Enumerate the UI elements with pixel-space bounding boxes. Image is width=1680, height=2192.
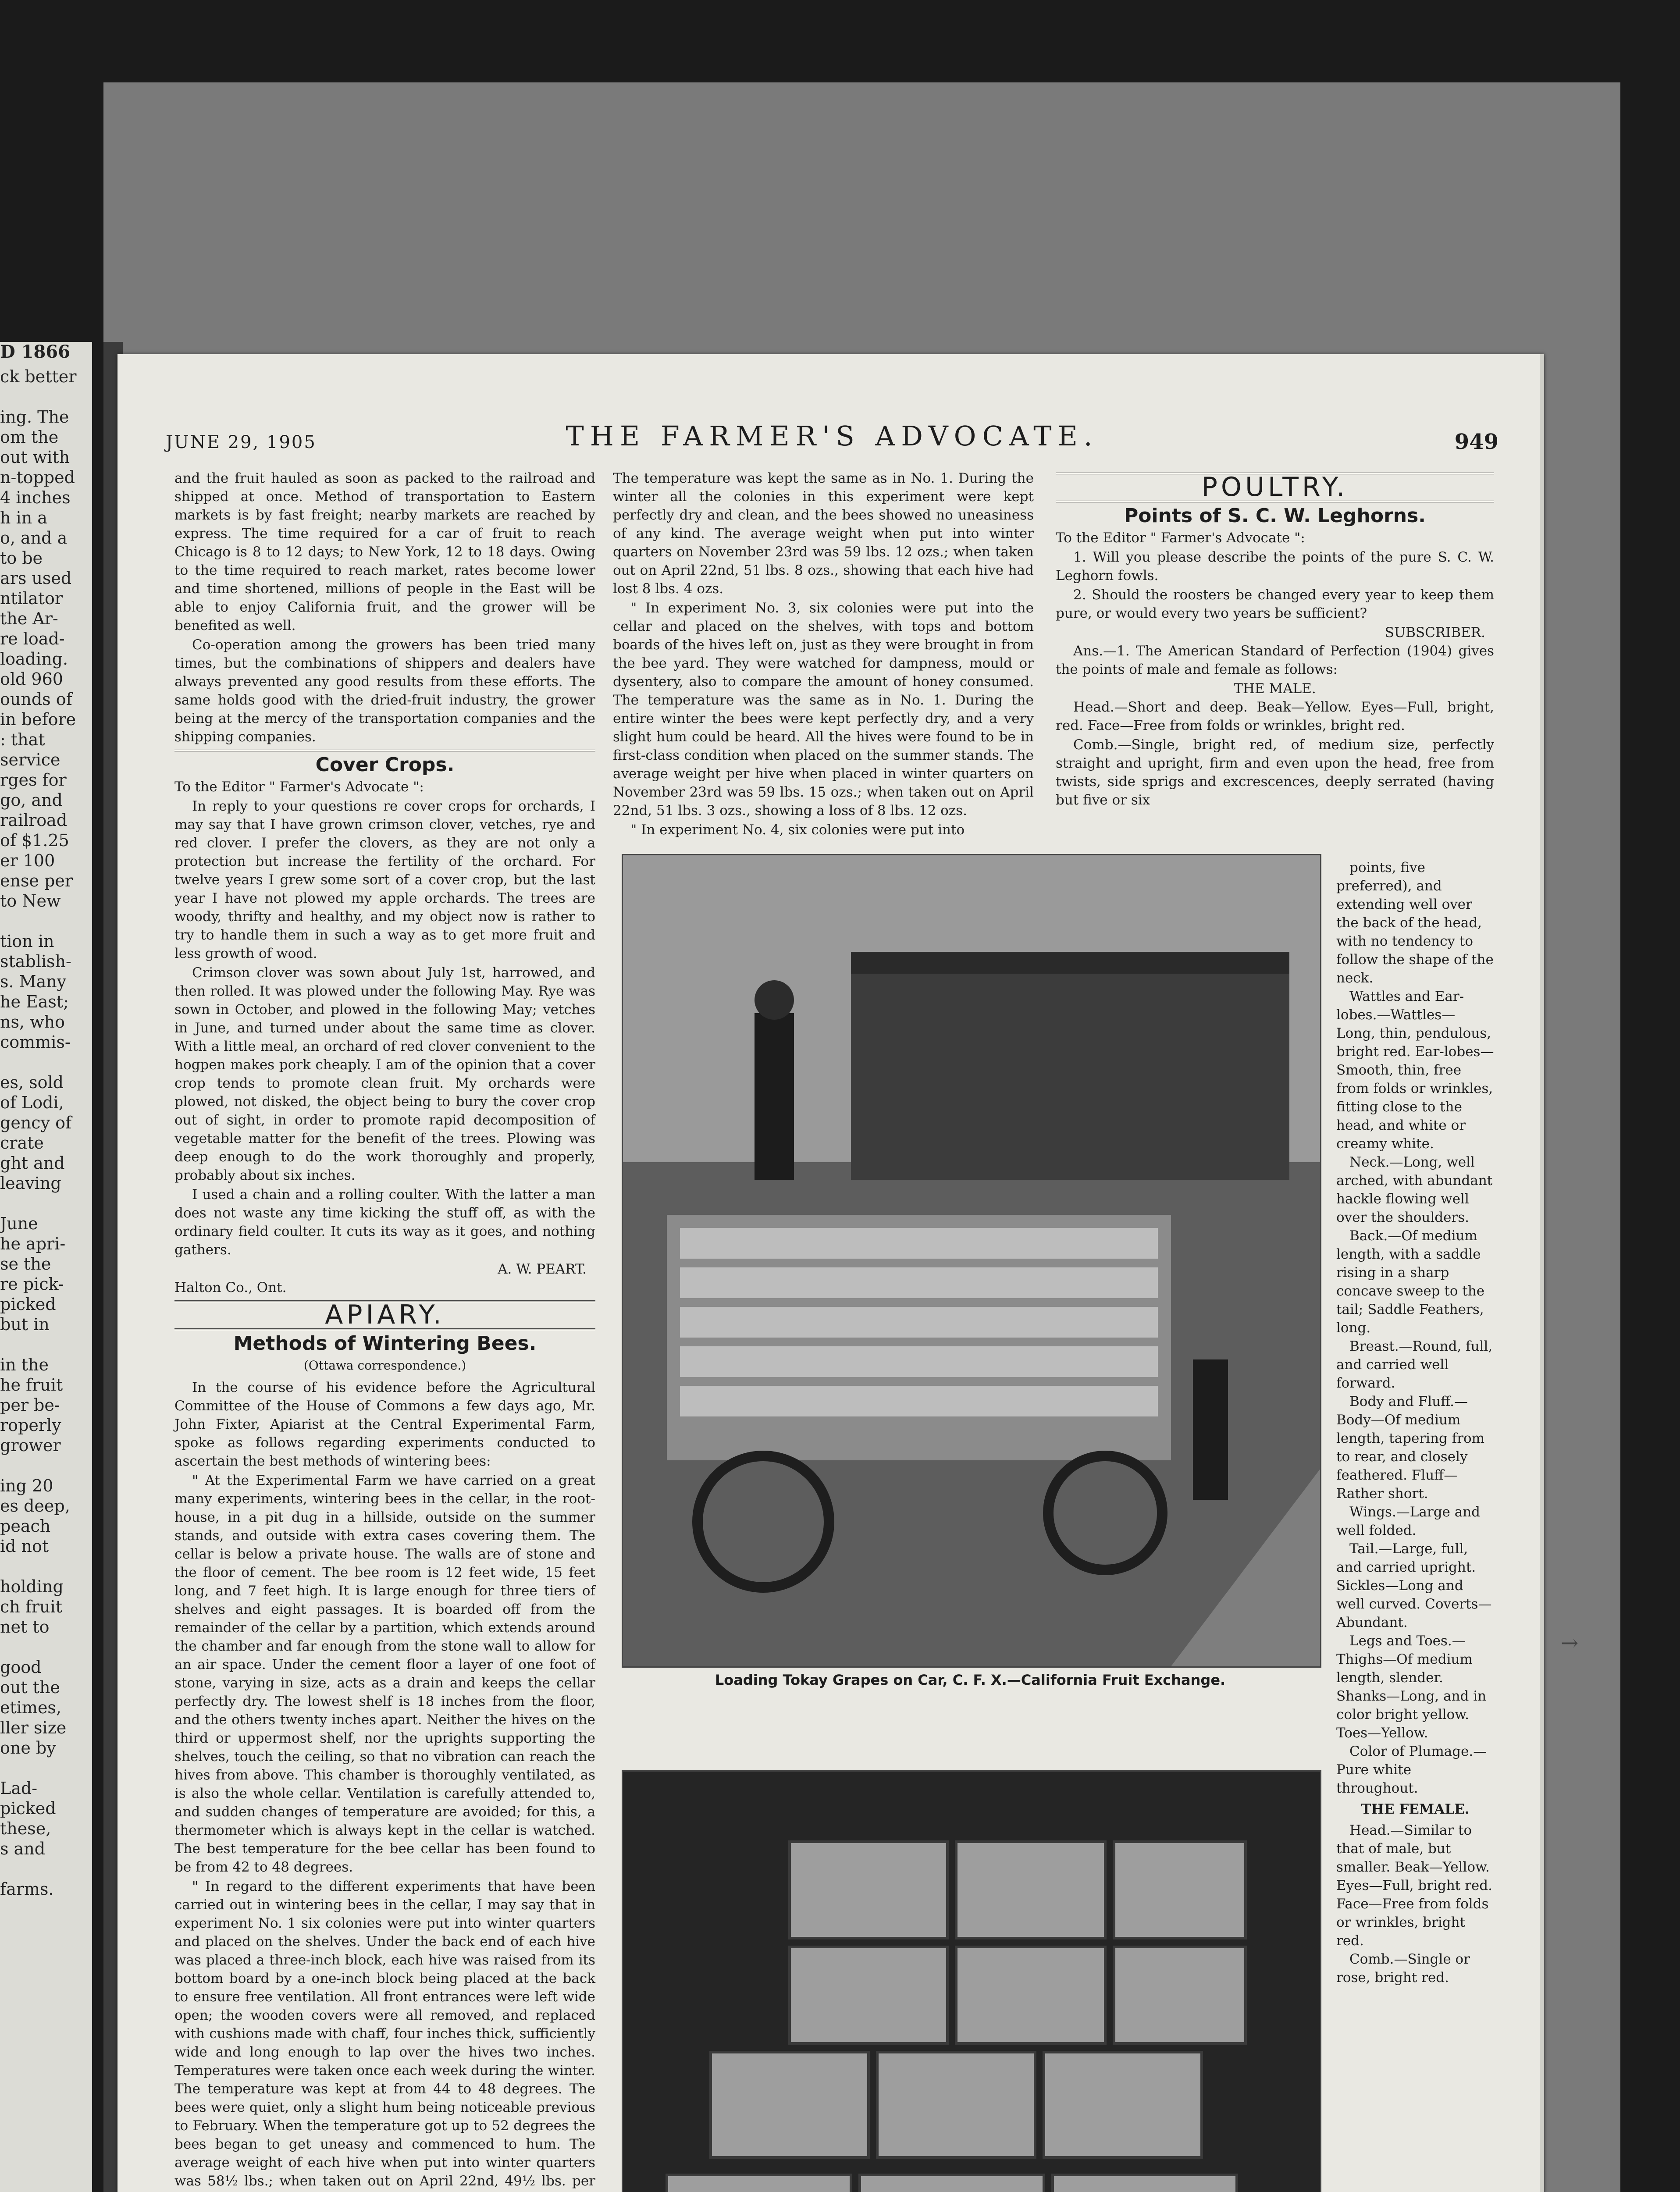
previous-page-line: but in [0, 1315, 50, 1334]
photo-illustration [623, 1772, 1320, 2192]
editor-salutation: To the Editor " Farmer's Advocate ": [174, 779, 424, 795]
previous-page-line: s. Many [0, 972, 67, 991]
previous-page-line: he apri- [0, 1234, 66, 1253]
previous-page-line: he East; [0, 992, 69, 1011]
article-paragraph: " At the Experimental Farm we have carried on a great many experiments, wintering bees in the cellar, in the root-house, in a pit dug in a hillside, outside on the summer stands, and outside with extra cases covering them. The cellar is below a private house. The walls are of stone and the floor of cement. The bee room is 12 feet wide, 15 feet long, and 7 feet high. It is large enough for three tiers of shelves and eight passages. It is boarded off from the remainder of the cellar by a partition, which extends around the chamber and far enough from the stone wall to allow for an air space. Under the cement floor a layer of one foot of stone, varying in size, acts as a drain and keeps the cellar perfectly dry. The lowest shelf is 18 inches from the floor, and the others twenty inches apart. Neither the hives on the third or uppermost shelf, nor the uprights supporting the shelves, touch the ceiling, so that no vibration can reach the hives from above. This chamber is thoroughly ventilated, as is also the whole cellar. Ventilation is carefully attended to, and sudden changes of temperature are avoided; for this, a thermometer which is always kept in the cellar is watched. The best temperature for the bee cellar has been found to be from 42 to 48 degrees. [174, 1473, 595, 1875]
previous-page-line: holding [0, 1577, 64, 1596]
previous-page-line: h in a [0, 508, 47, 527]
margin-arrow-mark: → [1561, 1631, 1579, 1655]
bees-subheading: (Ottawa correspondence.) [303, 1358, 466, 1373]
previous-page-line: s and [0, 1839, 46, 1858]
masthead [166, 420, 1498, 468]
previous-page-line: ght and [0, 1153, 65, 1173]
previous-page-line: in the [0, 1355, 49, 1374]
previous-page-line: roperly [0, 1416, 61, 1435]
previous-page-line: picked [0, 1799, 56, 1818]
editor-salutation: To the Editor " Farmer's Advocate ": [1056, 530, 1305, 546]
side-paragraph: Wings.—Large and well folded. [1336, 1504, 1481, 1538]
previous-page-line: ck better [0, 367, 77, 386]
side-paragraph: Color of Plumage.—Pure white throughout. [1336, 1744, 1487, 1796]
photo-caption-grapes: Loading Tokay Grapes on Car, C. F. X.—California Fruit Exchange. [715, 1672, 1226, 1688]
side-column [1336, 858, 1494, 1987]
previous-page-line: se the [0, 1254, 51, 1274]
previous-page-line: re load- [0, 629, 65, 648]
previous-page-line: stablish- [0, 952, 71, 971]
article-paragraph: The temperature was kept the same as in No. 1. During the winter all the colonies in this experiment were kept perfectly dry and clean, and the bees showed no uneasiness of any kind. The average weight when put into winter quarters on November 23rd was 59 lbs. 12 ozs.; when taken out on April 22nd, 51 lbs. 8 ozs., showing that each hive had lost 8 lbs. 4 ozs. [613, 470, 1034, 597]
previous-page-line: ing 20 [0, 1476, 53, 1495]
previous-page-line: these, [0, 1819, 51, 1838]
previous-page-line: ense per [0, 871, 73, 890]
previous-page-line: ing. The [0, 407, 69, 427]
answer-paragraph: Ans.—1. The American Standard of Perfection (1904) gives the points of male and female as follows: [1056, 643, 1494, 677]
article-paragraph: Crimson clover was sown about July 1st, harrowed, and then rolled. It was plowed under the following May. Rye was sown in October, and plowed in the following May; vetches in June, and turned under about the same time as clover. With a little meal, an orchard of red clover convenient to the hogpen makes pork cheaply. I am of the opinion that a cover crop tends to promote clean fruit. My orchards were plowed, not disked, the object being to bury the cover crop out of sight, in order to promote rapid decomposition of vegetable matter for the benefit of the trees. Plowing was deep enough to do the work thoroughly and properly, probably about six inches. [174, 965, 595, 1183]
previous-page-line: go, and [0, 790, 63, 810]
article-paragraph: " In experiment No. 3, six colonies were put into the cellar and placed on the shelves, with tops and bottom boards of the hives left on, just as they were brought in from the bee yard. They were watched for dampness, mould or dysentery, also to compare the amount of honey consumed. The temperature was the same as in No. 1. During the entire winter the bees were kept perfectly dry, and a very slight hum could be heard. All the hives were found to be in first-class condition when placed on the summer stands. The average weight per hive when placed in winter quarters on November 23rd was 59 lbs. 15 ozs.; when taken out on April 22nd, 51 lbs. 3 ozs., showing a loss of 8 lbs. 12 ozs. [613, 600, 1034, 818]
previous-page-line [0, 1052, 92, 1072]
side-paragraph: Head.—Similar to that of male, but smaller. Beak—Yellow. Eyes—Full, bright red. Face—Free from folds or wrinkles, bright red. [1336, 1822, 1492, 1949]
previous-page-line: er 100 [0, 851, 55, 870]
previous-page-line: ounds of [0, 690, 72, 709]
signature-place: Halton Co., Ont. [174, 1280, 287, 1295]
previous-page-line: in before [0, 710, 76, 729]
previous-page-line: out with [0, 448, 70, 467]
article-paragraph: and the fruit hauled as soon as packed to the railroad and shipped at once. Method of transportation to Eastern markets is by fast freight; nearby markets are reached by express. The time required for a car of fruit to reach Chicago is 8 to 12 days; to New York, 12 to 18 days. Owing to the time required to reach market, rates become lower and time shortened, millions of people in the East will be able to enjoy California fruit, and the grower will be benefited as well. [174, 470, 595, 633]
previous-page-line [0, 1193, 92, 1213]
divider [174, 750, 595, 751]
previous-page-line [0, 1334, 92, 1355]
previous-page-header: D 1866 [0, 342, 70, 362]
previous-page-line: n-topped [0, 468, 75, 487]
issue-date: JUNE 29, 1905 [166, 432, 317, 452]
previous-page-line: of $1.25 [0, 831, 69, 850]
side-paragraph: Tail.—Large, full, and carried upright. Sickles—Long and well curved. Coverts—Abundant. [1336, 1541, 1492, 1630]
side-paragraph: Comb.—Single or rose, bright red. [1336, 1951, 1470, 1986]
previous-page-line: om the [0, 427, 59, 447]
article-paragraph: Head.—Short and deep. Beak—Yellow. Eyes—Full, bright, red. Face—Free from folds or wrinkles, bright red. [1056, 699, 1494, 733]
question-paragraph: 1. Will you please describe the points of the pure S. C. W. Leghorn fowls. [1056, 549, 1494, 584]
previous-page-line: commis- [0, 1032, 71, 1052]
subscriber-signature: SUBSCRIBER. [1385, 625, 1485, 641]
previous-page-line: gency of [0, 1113, 72, 1132]
article-paragraph: I used a chain and a rolling coulter. With the latter a man does not waste any time kicking the stuff off, as with the ordinary field coulter. It cuts its way as it goes, and nothing gathers. [174, 1187, 595, 1258]
previous-page-line: rges for [0, 770, 67, 790]
bees-heading: Methods of Wintering Bees. [233, 1332, 537, 1355]
article-paragraph: In reply to your questions re cover crops for orchards, I may say that I have grown crimson clover, vetches, rye and red clover. I prefer the clovers, as they are not only a protection but increase the fertility of the orchard. For twelve years I grew some sort of a cover crop, but the last year I have not plowed my apple orchards. The trees are woody, thrifty and healthy, and my object now is rather to try to handle them in such a way as to get more fruit and less growth of wood. [174, 798, 595, 961]
newspaper-page [117, 354, 1544, 2192]
previous-page-line: : that [0, 730, 45, 749]
previous-page-line: etimes, [0, 1698, 62, 1717]
previous-page-line: Lad- [0, 1779, 38, 1798]
side-paragraph: points, five preferred), and extending well over the back of the head, with no tendency to follow the shape of the neck. [1336, 860, 1494, 986]
previous-page-line: es, sold [0, 1073, 64, 1092]
previous-page-line: good [0, 1658, 42, 1677]
page-number: 949 [1454, 430, 1498, 454]
column-2 [613, 469, 1034, 840]
previous-page-line: 4 inches [0, 488, 71, 507]
side-paragraph: Neck.—Long, well arched, with abundant hackle flowing well over the shoulders. [1336, 1154, 1493, 1225]
article-paragraph: In the course of his evidence before the Agricultural Committee of the House of Commons a few days ago, Mr. John Fixter, Apiarist at the Central Experimental Farm, spoke as follows regarding experiments conducted to ascertain the best methods of wintering bees: [174, 1380, 595, 1469]
column-1 [174, 469, 595, 2192]
previous-page-line [0, 1758, 92, 1778]
side-paragraph: Legs and Toes.—Thighs—Of medium length, slender. Shanks—Long, and in color bright yellow. Toes—Yellow. [1336, 1633, 1487, 1741]
previous-page-line: crate [0, 1133, 44, 1153]
leghorns-heading: Points of S. C. W. Leghorns. [1124, 505, 1426, 527]
grapes-loading-photo [622, 854, 1321, 1668]
previous-page-line: es deep, [0, 1496, 70, 1516]
poultry-section-title: POULTRY. [1201, 472, 1349, 502]
side-paragraph: Back.—Of medium length, with a saddle rising in a sharp concave sweep to the tail; Saddle Feathers, long. [1336, 1228, 1485, 1336]
previous-page-line: re pick- [0, 1274, 64, 1294]
side-paragraph: Body and Fluff.—Body—Of medium length, tapering from to rear, and closely feathered. Fluff—Rather short. [1336, 1394, 1485, 1502]
previous-page-line: to New [0, 891, 61, 911]
question-paragraph: 2. Should the roosters be changed every year to keep them pure, or would every two years be sufficient? [1056, 587, 1494, 621]
previous-page-line [0, 1455, 92, 1476]
side-paragraph: Breast.—Round, full, and carried well forward. [1336, 1338, 1493, 1391]
previous-page-line: ller size [0, 1718, 67, 1737]
previous-page-line: picked [0, 1295, 56, 1314]
previous-page-line: one by [0, 1738, 56, 1758]
previous-page-edge [0, 342, 92, 2192]
side-paragraph: Wattles and Ear-lobes.—Wattles—Long, thin, pendulous, bright red. Ear-lobes—Smooth, thin, free from folds or wrinkles, fitting close to the head, and white or creamy white. [1336, 989, 1494, 1152]
cover-crops-heading: Cover Crops. [315, 754, 455, 776]
female-heading: THE FEMALE. [1361, 1801, 1470, 1817]
previous-page-line: ars used [0, 569, 72, 588]
apiary-section-title: APIARY. [325, 1299, 445, 1330]
male-heading: THE MALE. [1234, 681, 1316, 697]
peach-crates-photo [622, 1770, 1321, 2192]
column-3 [1056, 469, 1494, 810]
previous-page-line: ntilator [0, 589, 63, 608]
previous-page-line: o, and a [0, 528, 68, 548]
previous-page-line [0, 1556, 92, 1576]
previous-page-line: leaving [0, 1174, 61, 1193]
article-paragraph: " In experiment No. 4, six colonies were put into [630, 822, 965, 838]
previous-page-line: out the [0, 1678, 60, 1697]
previous-page-line: per be- [0, 1395, 60, 1415]
previous-page-line: loading. [0, 649, 68, 669]
previous-page-line: railroad [0, 811, 68, 830]
previous-page-line: tion in [0, 932, 54, 951]
previous-page-line: farms. [0, 1879, 54, 1899]
photo-illustration [623, 855, 1320, 1666]
publication-title: THE FARMER'S ADVOCATE. [566, 420, 1099, 452]
article-paragraph: Co-operation among the growers has been tried many times, but the combinations of shippers and dealers have always prevented any good results from these efforts. The same holds good with the dried-fruit industry, the grower being at the mercy of the transportation companies and the shipping companies. [174, 637, 595, 745]
previous-page-line [0, 911, 92, 931]
previous-page-line: he fruit [0, 1375, 63, 1395]
previous-page-line: grower [0, 1436, 61, 1455]
previous-page-line: June [0, 1214, 38, 1233]
previous-page-line: service [0, 750, 61, 769]
previous-page-line: net to [0, 1617, 50, 1637]
previous-page-line [0, 1859, 92, 1879]
article-paragraph: Comb.—Single, bright red, of medium size, perfectly straight and upright, firm and even upon the head, free from twists, side sprigs and excrescences, deeply serrated (having but five or six [1056, 737, 1494, 808]
previous-page-line: ns, who [0, 1012, 65, 1032]
previous-page-line: of Lodi, [0, 1093, 64, 1112]
previous-page-line: ch fruit [0, 1597, 62, 1616]
previous-page-line: to be [0, 548, 43, 568]
previous-page-line: peach [0, 1516, 51, 1536]
previous-page-line [0, 387, 92, 407]
previous-page-line: the Ar- [0, 609, 58, 628]
previous-page-line: old 960 [0, 669, 63, 689]
previous-page-line: id not [0, 1537, 49, 1556]
previous-page-lines [0, 367, 92, 1899]
signature: A. W. PEART. [498, 1261, 587, 1277]
article-paragraph: " In regard to the different experiments that have been carried out in wintering bees in the cellar, I may say that in experiment No. 1 six colonies were put into winter quarters and placed on the shelves. Under the back end of each hive was placed a three-inch block, each hive was raised from its bottom board by a one-inch block being placed at the back to ensure free ventilation. All front entrances were left wide open; the wooden covers were all removed, and replaced with cushions made with chaff, four inches thick, sufficiently wide and long enough to lap over the hives two inches. Temperatures were taken once each week during the winter. The temperature was kept at from 44 to 48 degrees. The bees were quiet, only a slight hum being noticeable previous to February. When the temperature got up to 52 degrees the bees began to get uneasy and commenced to hum. The average weight of each hive when put into winter quarters was 58½ lbs.; when taken out on April 22nd, 49½ lbs. per [174, 1879, 595, 2189]
previous-page-line [0, 1637, 92, 1657]
